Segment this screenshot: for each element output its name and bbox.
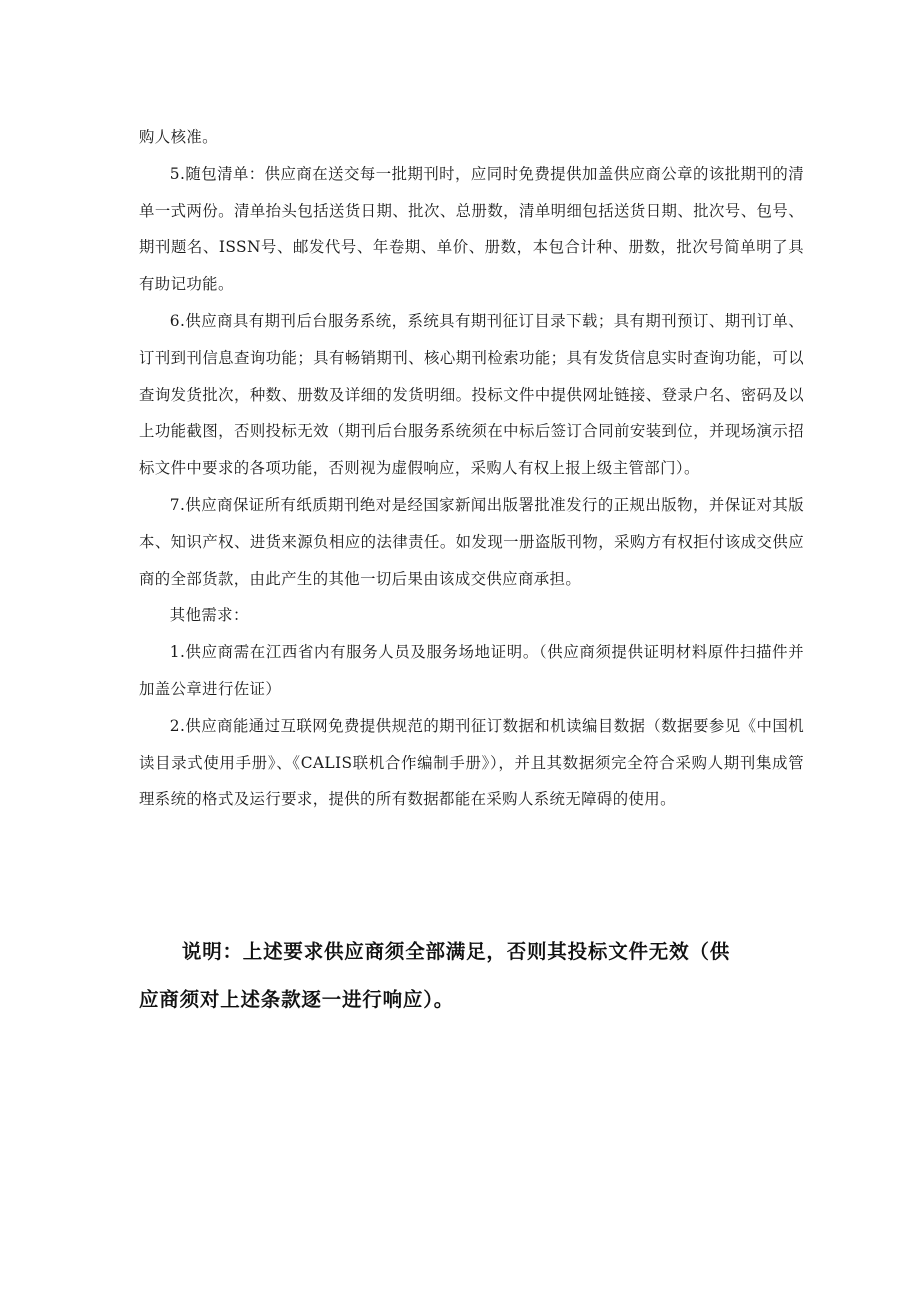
paragraph-item-5-packing-list: 5.随包清单：供应商在送交每一批期刊时，应同时免费提供加盖供应商公章的该批期刊的清单一式两份。清单抬头包括送货日期、批次、总册数，清单明细包括送货日期、批次号、包号、期刊题名、ISSN号、邮发代号、年卷期、单价、册数，本包合计种、册数，批次号简单明了具有助记功能。 [139,164,804,294]
closing-statement: 说明：上述要求供应商须全部满足，否则其投标文件无效（供应商须对上述条款逐一进行响应）。 [139,940,730,1011]
paragraph-continuation: 购人核准。 [139,128,218,146]
document-body [139,119,804,818]
paragraph-other-1-service-staff: 1.供应商需在江西省内有服务人员及服务场地证明。（供应商须提供证明材料原件扫描件并加盖公章进行佐证） [139,643,804,698]
section-heading-other-requirements: 其他需求： [169,606,249,625]
paragraph-item-6-backend-system: 6.供应商具有期刊后台服务系统，系统具有期刊征订目录下载；具有期刊预订、期刊订单、订刊到刊信息查询功能；具有畅销期刊、核心期刊检索功能；具有发货信息实时查询功能，可以查询发货批次，种数、册数及详细的发货明细。投标文件中提供网址链接、登录户名、密码及以上功能截图，否则投标无效（期刊后台服务系统须在中标后签订合同前安装到位，并现场演示招标文件中要求的各项功能，否则视为虚假响应，采购人有权上报上级主管部门）。 [139,311,804,478]
paragraph-item-7-legitimacy: 7.供应商保证所有纸质期刊绝对是经国家新闻出版署批准发行的正规出版物，并保证对其版本、知识产权、进货来源负相应的法律责任。如发现一册盗版刊物，采购方有权拒付该成交供应商的全部货款，由此产生的其他一切后果由该成交供应商承担。 [139,495,804,588]
paragraph-other-2-data-provision: 2.供应商能通过互联网免费提供规范的期刊征订数据和机读编目数据（数据要参见《中国机读目录式使用手册》、《CALIS联机合作编制手册》），并且其数据须完全符合采购人期刊集成管理系统的格式及运行要求，提供的所有数据都能在采购人系统无障碍的使用。 [139,716,804,809]
